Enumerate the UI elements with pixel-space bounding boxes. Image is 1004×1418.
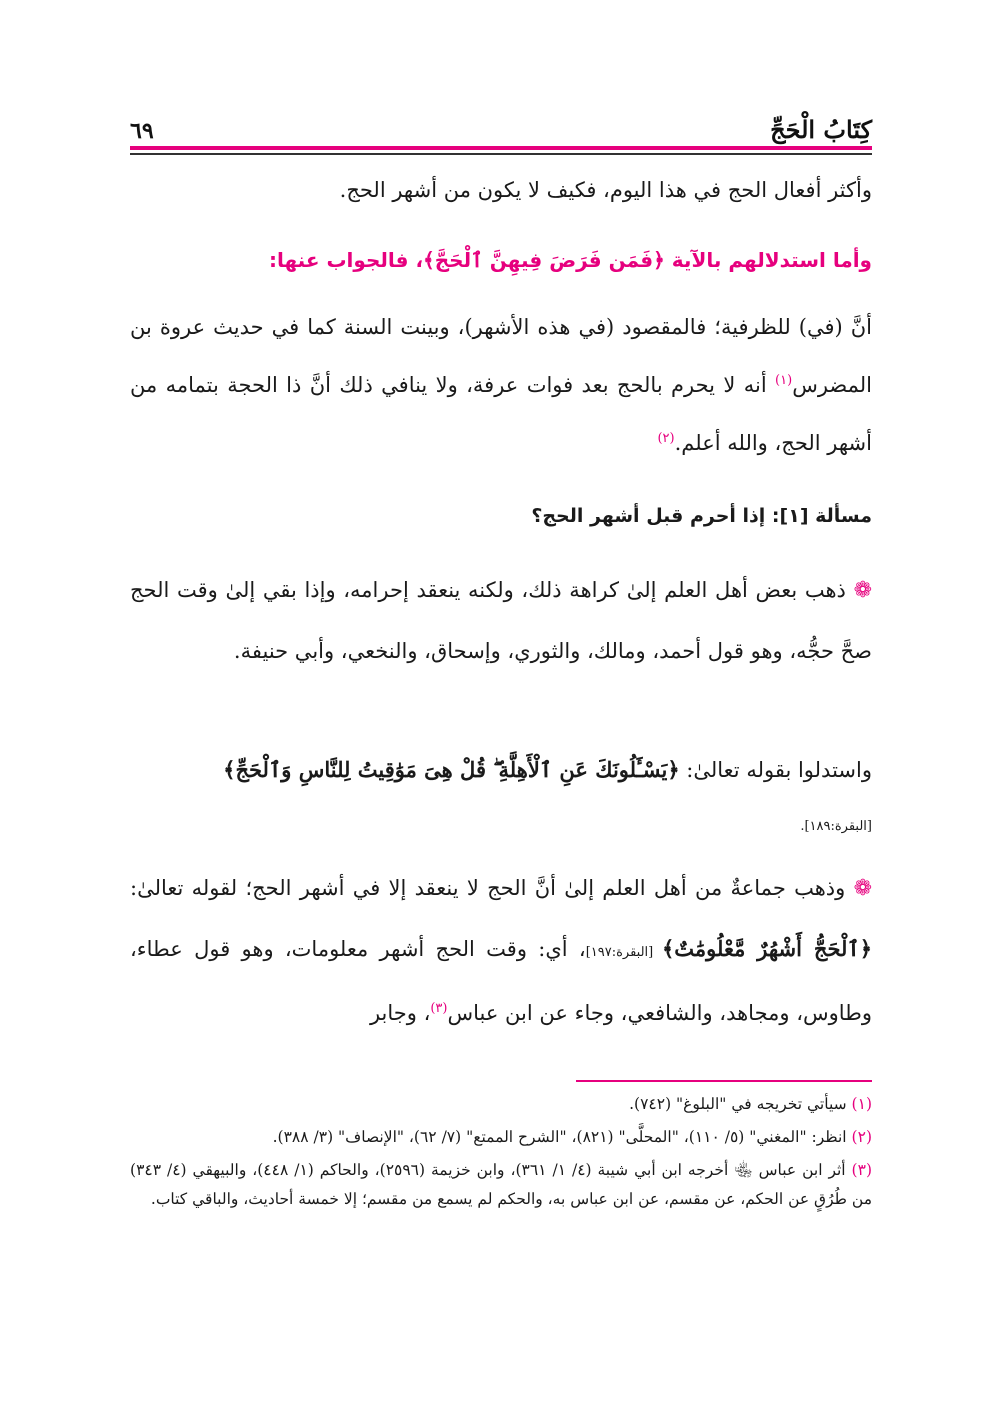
quran-verse: ﴿ٱلْحَجُّ أَشْهُرٌ مَّعْلُومَٰتٌ﴾ <box>661 936 873 961</box>
footnote-ref-2[interactable]: (٢) <box>657 431 675 446</box>
header-rule-thick <box>130 146 872 150</box>
footnote-separator <box>576 1080 872 1082</box>
paragraph-2-part-1: أنَّ (في) للظرفية؛ فالمقصود (في هذه الأشهر)، وبينت السنة كما في حديث عروة بن المضرس <box>130 315 872 397</box>
paragraph-2 <box>130 298 872 472</box>
paragraph-5-part-3: ، وجابر <box>369 1001 431 1025</box>
paragraph-4 <box>130 740 872 800</box>
verse-source: [البقرة:١٩٧] <box>585 945 662 960</box>
paragraph-4-text: واستدلوا بقوله تعالىٰ: <box>679 758 872 782</box>
footnote-ref-3[interactable]: (٣) <box>430 1001 448 1016</box>
issue-heading: مسألة [١]: إذا أحرم قبل أشهر الحج؟ <box>531 505 872 527</box>
footnote-text: أثر ابن عباس ﵄ أخرجه ابن أبي شيبة (٤/ ١/ ٣٦١)، وابن خزيمة (٢٥٩٦)، والحاكم (١/ ٤٤٨)، والبيهقي (٤/ ٣٤٣) من طُرُقٍ عن الحكم، عن مقسم، عن ابن عباس به، والحكم لم يسمع من مقسم؛ إلا خمسة أحاديث، والباقي كتاب. <box>130 1161 872 1208</box>
footnotes <box>130 1090 872 1218</box>
paragraph-5-part-1: وذهب جماعةٌ من أهل العلم إلىٰ أنَّ الحج لا ينعقد إلا في أشهر الحج؛ لقوله تعالىٰ: <box>130 876 846 900</box>
section-heading-answer <box>130 238 872 282</box>
footnote-number: (٣) <box>851 1161 872 1179</box>
book-title: كِتَابُ الْحَجِّ <box>770 115 872 144</box>
footnote-number: (١) <box>851 1095 872 1113</box>
paragraph-3 <box>130 560 872 681</box>
paragraph-3-text: ذهب بعض أهل العلم إلىٰ كراهة ذلك، ولكنه ينعقد إحرامه، وإذا بقي إلىٰ وقت الحج صحَّ حجُّه، وهو قول أحمد، ومالك، والثوري، وإسحاق، والنخعي، وأبي حنيفة. <box>130 578 872 663</box>
quran-verse: ﴿فَمَن فَرَضَ فِيهِنَّ ٱلْحَجَّ﴾ <box>423 248 665 272</box>
footnote-1 <box>130 1090 872 1119</box>
paragraph-5-part-2: ، أي: وقت الحج أشهر معلومات، وهو قول عطاء، وطاوس، ومجاهد، والشافعي، وجاء عن ابن عباس <box>130 937 872 1025</box>
heading-suffix: ، فالجواب عنها: <box>268 248 424 272</box>
footnote-text: انظر: "المغني" (٥/ ١١٠)، "المحلَّى" (٨٢١)، "الشرح الممتع" (٧/ ٦٢)، "الإنصاف" (٣/ ٣٨٨). <box>272 1128 852 1146</box>
paragraph-2-part-2: أنه لا يحرم بالحج بعد فوات عرفة، ولا ينافي ذلك أنَّ ذا الحجة بتمامه من أشهر الحج، والله أعلم. <box>130 373 872 455</box>
footnote-3 <box>130 1156 872 1214</box>
page-header <box>130 104 872 144</box>
page-number: ٦٩ <box>130 118 154 144</box>
quran-verse: ﴿يَسْـَٔلُونَكَ عَنِ ٱلْأَهِلَّةِ ۖ قُلْ هِىَ مَوَٰقِيتُ لِلنَّاسِ وَٱلْحَجِّ﴾ <box>223 757 680 782</box>
footnote-ref-1[interactable]: (١) <box>775 373 793 388</box>
flower-bullet-icon: ❁ <box>853 876 872 901</box>
paragraph-5 <box>130 858 872 1043</box>
footnote-2 <box>130 1123 872 1152</box>
footnote-number: (٢) <box>851 1128 872 1146</box>
paragraph-1: وأكثر أفعال الحج في هذا اليوم، فكيف لا يكون من أشهر الحج. <box>339 178 872 202</box>
verse-source: [البقرة:١٨٩]. <box>800 819 872 834</box>
footnote-text: سيأتي تخريجه في "البلوغ" (٧٤٢). <box>629 1095 852 1113</box>
flower-bullet-icon: ❁ <box>853 578 872 603</box>
heading-prefix: وأما استدلالهم بالآية <box>664 248 872 272</box>
header-rule-thin <box>130 153 872 155</box>
